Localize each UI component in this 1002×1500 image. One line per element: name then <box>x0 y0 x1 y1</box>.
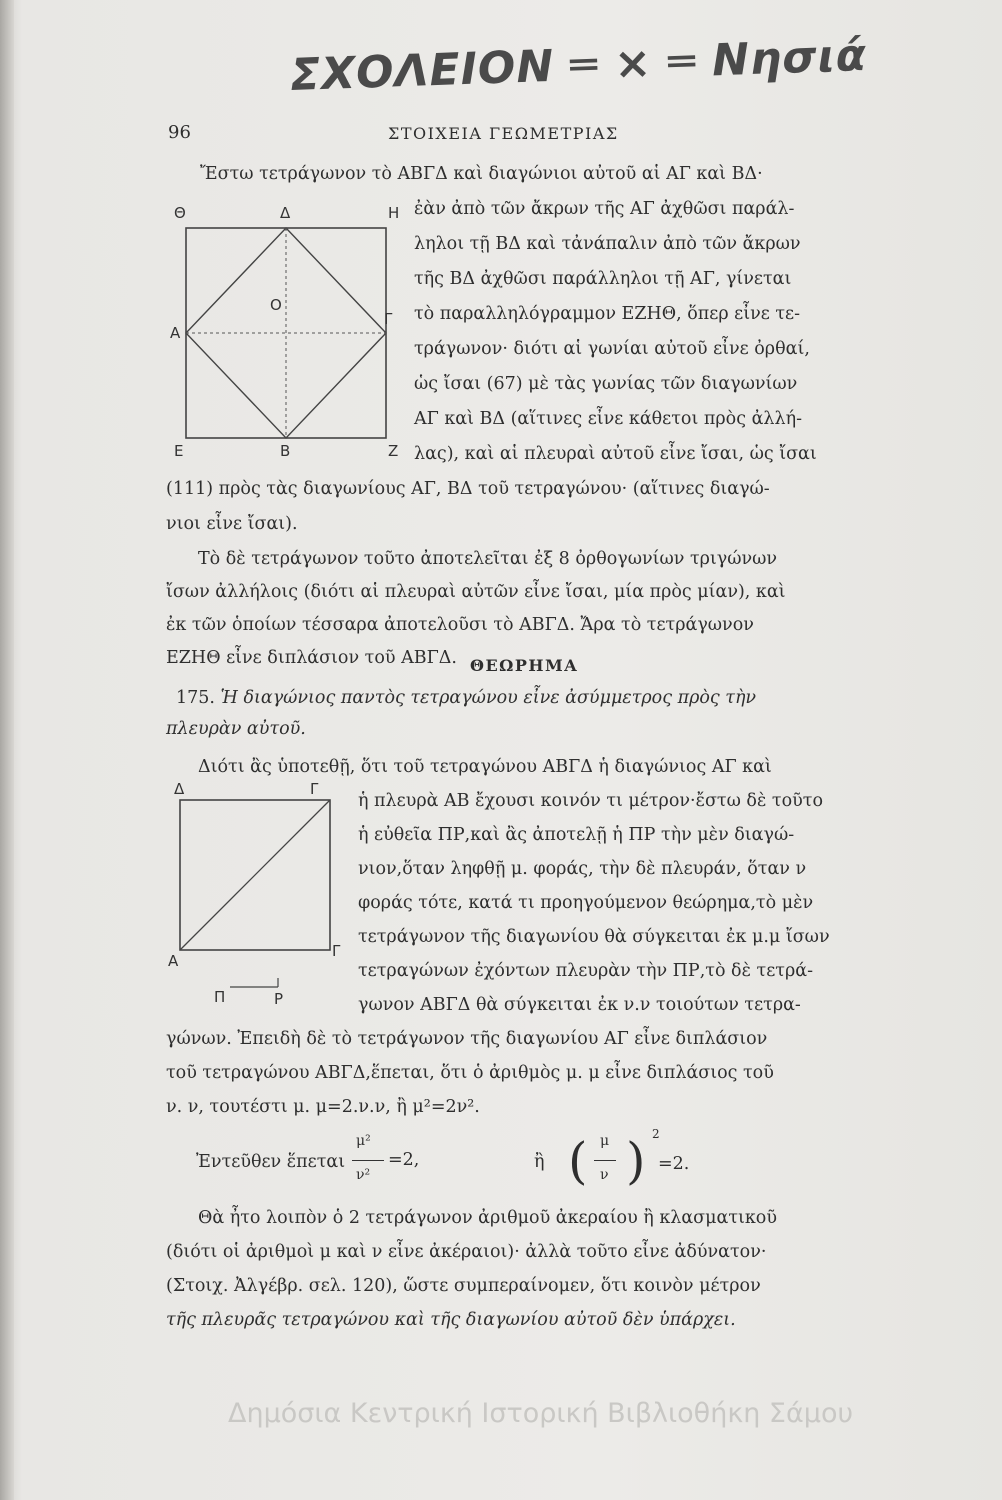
text-line: Θὰ ἦτο λοιπὸν ὁ 2 τετράγωνον ἀριθμοῦ ἀκεραίου ἢ κλασματικοῦ <box>198 1208 777 1228</box>
label-beta: Β <box>280 442 291 460</box>
label-gamma: Γ <box>384 310 393 328</box>
library-watermark: Δημόσια Κεντρική Ιστορική Βιβλιοθήκη Σάμου <box>228 1398 854 1429</box>
text-line: τράγωνον· διότι αἱ γωνίαι αὐτοῦ εἶνε ὀρθαί, <box>414 339 810 359</box>
text-line: νιον,ὅταν ληφθῇ μ. φοράς, τὴν δὲ πλευράν, ὅταν ν <box>358 859 807 879</box>
equation-lead: Ἐντεῦθεν ἕπεται <box>196 1152 346 1172</box>
running-head: ΣΤΟΙΧΕΙΑ ΓΕΩΜΕΤΡΙΑΣ <box>388 124 619 143</box>
text-line: φοράς τότε, κατά τι προηγούμενον θεώρημα,τὸ μὲν <box>358 893 814 913</box>
text-line: ΕΖΗΘ εἶνε διπλάσιον τοῦ ΑΒΓΔ. <box>166 648 457 668</box>
label-alpha: Α <box>170 324 181 342</box>
equation-equals-1: =2, <box>388 1150 420 1170</box>
text-line: νιοι εἶνε ἴσαι). <box>166 514 298 534</box>
label-alpha: Α <box>168 952 179 970</box>
text-line: λας), καὶ αἱ πλευραὶ αὐτοῦ εἶνε ἴσαι, ὡς ἴσαι <box>414 444 817 464</box>
page-number: 96 <box>168 122 191 143</box>
handwritten-note: ΣΧΟΛΕΙΟΝ ═ × ═ Νησιά <box>289 29 868 102</box>
label-rho: Ρ <box>274 990 284 1008</box>
theorem-heading: ΘΕΩΡΗΜΑ <box>470 656 579 675</box>
text-line: Διότι ἂς ὑποτεθῇ, ὅτι τοῦ τετραγώνου ΑΒΓΔ ἡ διαγώνιος ΑΓ καὶ <box>198 757 772 777</box>
text-line: γώνων. Ἐπειδὴ δὲ τὸ τετράγωνον τῆς διαγωνίου ΑΓ εἶνε διπλάσιον <box>166 1029 768 1049</box>
equation <box>196 1128 756 1198</box>
text-line: γωνον ΑΒΓΔ θὰ σύγκειται ἐκ ν.ν τοιούτων τετρα- <box>358 995 801 1015</box>
figure-square-diagonal <box>160 780 360 1020</box>
text-line: τῆς πλευρᾶς τετραγώνου καὶ τῆς διαγωνίου αὐτοῦ δὲν ὑπάρχει. <box>166 1310 736 1330</box>
equation-or: ἢ <box>534 1152 545 1172</box>
text-line: ν. ν, τουτέστι μ. μ=2.ν.ν, ἢ μ²=2ν². <box>166 1097 480 1117</box>
theorem-text: πλευρὰν αὐτοῦ. <box>166 719 306 739</box>
text-line: τῆς ΒΔ ἀχθῶσι παράλληλοι τῇ ΑΓ, γίνεται <box>414 269 792 289</box>
left-paren: ( <box>568 1132 588 1190</box>
text-line: ἐκ τῶν ὁποίων τέσσαρα ἀποτελοῦσι τὸ ΑΒΓΔ. Ἄρα τὸ τετράγωνον <box>166 615 754 635</box>
text-line: Τὸ δὲ τετράγωνον τοῦτο ἀποτελεῖται ἐξ 8 ὀρθογωνίων τριγώνων <box>198 549 778 569</box>
label-epsilon: Ε <box>174 442 184 460</box>
diagonal-AG <box>180 800 330 950</box>
equation-equals-2: =2. <box>658 1154 690 1174</box>
text-line: τὸ παραλληλόγραμμον ΕΖΗΘ, ὅπερ εἶνε τε- <box>414 304 801 324</box>
page-binding-edge <box>0 0 14 1500</box>
fraction-bar <box>352 1160 384 1161</box>
label-eta: Η <box>388 204 400 222</box>
text-line: ΑΓ καὶ ΒΔ (αἵτινες εἶνε κάθετοι πρὸς ἀλλή- <box>414 409 802 429</box>
text-line: ὡς ἴσαι (67) μὲ τὰς γωνίας τῶν διαγωνίων <box>414 374 798 394</box>
label-gamma-2: Γ <box>332 942 341 960</box>
right-paren: ) <box>626 1132 646 1190</box>
fraction-denominator: ν² <box>356 1167 371 1183</box>
text-line: τετραγώνων ἐχόντων πλευρὰν τὴν ΠΡ,τὸ δὲ τετρά- <box>358 961 813 981</box>
text-line: Ἔστω τετράγωνον τὸ ΑΒΓΔ καὶ διαγώνιοι αὐτοῦ αἱ ΑΓ καὶ ΒΔ· <box>200 164 763 184</box>
label-theta: Θ <box>174 204 186 222</box>
text-line: (Στοιχ. Ἀλγέβρ. σελ. 120), ὥστε συμπεραίνομεν, ὅτι κοινὸν μέτρον <box>166 1276 761 1296</box>
text-line: (111) πρὸς τὰς διαγωνίους ΑΓ, ΒΔ τοῦ τετραγώνου· (αἵτινες διαγώ- <box>166 479 770 499</box>
inner-numerator: μ <box>600 1133 610 1149</box>
theorem-number: 175. <box>176 688 215 708</box>
label-gamma: Γ <box>310 780 319 798</box>
label-delta: Δ <box>174 780 185 798</box>
text-line: τοῦ τετραγώνου ΑΒΓΔ,ἕπεται, ὅτι ὁ ἀριθμὸς μ. μ εἶνε διπλάσιος τοῦ <box>166 1063 774 1083</box>
text-line: ἡ πλευρὰ ΑΒ ἔχουσι κοινόν τι μέτρον·ἔστω δὲ τοῦτο <box>358 791 823 811</box>
theorem-text: Ἡ διαγώνιος παντὸς τετραγώνου εἶνε ἀσύμμετρος πρὸς τὴν <box>220 688 757 708</box>
text-line: ἐὰν ἀπὸ τῶν ἄκρων τῆς ΑΓ ἀχθῶσι παράλ- <box>414 199 795 219</box>
text-line: ἴσων ἀλλήλοις (διότι αἱ πλευραὶ αὐτῶν εἶνε ἴσαι, μία πρὸς μίαν), καὶ <box>166 582 786 602</box>
label-zeta: Ζ <box>388 442 399 460</box>
inner-denominator: ν <box>600 1167 609 1183</box>
exponent: 2 <box>652 1127 660 1141</box>
figure-square-diagonals <box>160 200 400 460</box>
text-line: τετράγωνον τῆς διαγωνίου θὰ σύγκειται ἐκ μ.μ ἴσων <box>358 927 830 947</box>
text-line: ληλοι τῇ ΒΔ καὶ τἀνάπαλιν ἀπὸ τῶν ἄκρων <box>414 234 801 254</box>
label-delta: Δ <box>280 204 291 222</box>
inner-fraction-bar <box>594 1160 616 1161</box>
text-line: (διότι οἱ ἀριθμοὶ μ καὶ ν εἶνε ἀκέραιοι)· ἀλλὰ τοῦτο εἶνε ἀδύνατον· <box>166 1242 767 1262</box>
label-pi: Π <box>214 988 226 1006</box>
label-center-o: Ο <box>270 296 282 314</box>
fraction-numerator: μ² <box>356 1133 371 1149</box>
text-line: ἡ εὐθεῖα ΠΡ,καὶ ἂς ἀποτελῇ ἡ ΠΡ τὴν μὲν διαγώ- <box>358 825 795 845</box>
